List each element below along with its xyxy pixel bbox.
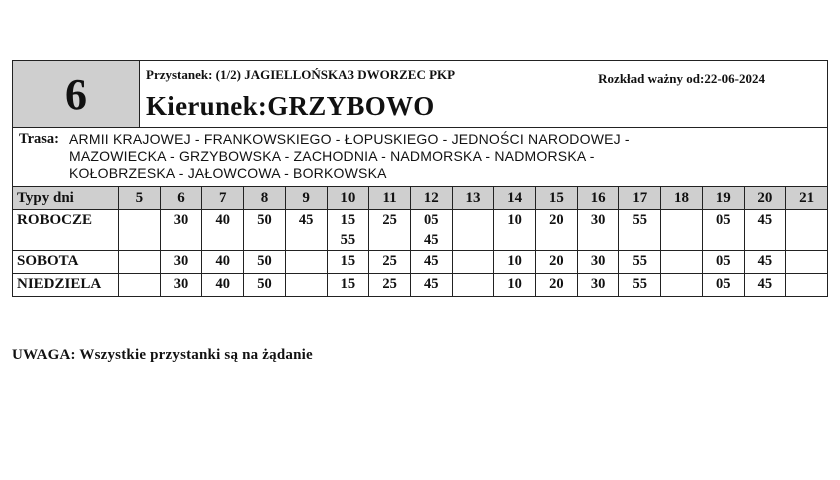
departure-cell [494, 210, 536, 251]
departure-minute: 05 [715, 212, 731, 228]
departure-cell [410, 274, 452, 297]
departure-cell [702, 274, 744, 297]
departure-minute: 40 [215, 253, 230, 269]
route-section [12, 127, 828, 186]
departure-cell [285, 274, 327, 297]
departure-cell [494, 274, 536, 297]
departure-minute: 20 [549, 212, 564, 228]
departure-minute: 45 [757, 276, 773, 292]
departure-cell [702, 251, 744, 274]
departure-cell [661, 210, 703, 251]
departure-cell [202, 274, 244, 297]
departure-cell [494, 251, 536, 274]
table-row [13, 251, 828, 274]
departure-cell [160, 274, 202, 297]
departure-minute: 55 [632, 212, 648, 228]
departure-cell [744, 210, 786, 251]
departure-cell [744, 274, 786, 297]
departure-minute: 25 [382, 253, 397, 269]
departure-minute: 15 [340, 212, 356, 228]
hour-header: 17 [619, 187, 661, 210]
departure-cell [202, 251, 244, 274]
departure-minute: 45 [757, 212, 773, 228]
departure-cell [536, 251, 578, 274]
departure-cell [285, 210, 327, 251]
hour-header: 21 [786, 187, 828, 210]
hour-header: 6 [160, 187, 202, 210]
departure-minute: 40 [215, 212, 230, 228]
hour-header: 7 [202, 187, 244, 210]
day-type-label: SOBOTA [13, 251, 119, 274]
departure-minute: 55 [340, 232, 356, 248]
direction-title: Kierunek:GRZYBOWO [146, 91, 435, 121]
departure-cell [744, 251, 786, 274]
departure-minute: 55 [632, 276, 648, 292]
departure-cell [244, 251, 286, 274]
departure-minute: 05 [715, 276, 731, 292]
departure-cell [536, 274, 578, 297]
departure-minute: 45 [424, 253, 439, 269]
line-number: 6 [13, 61, 140, 127]
departure-cell [244, 274, 286, 297]
departure-cell [619, 251, 661, 274]
departure-cell [285, 251, 327, 274]
departure-cell [619, 210, 661, 251]
departure-minute: 30 [590, 276, 606, 292]
table-row [13, 210, 828, 251]
hour-header: 12 [410, 187, 452, 210]
table-row [13, 274, 828, 297]
departure-cell [202, 210, 244, 251]
departure-cell [160, 251, 202, 274]
departure-cell [661, 251, 703, 274]
departure-cell [786, 210, 828, 251]
departure-minute: 30 [173, 253, 189, 269]
departure-minute: 10 [507, 276, 522, 292]
departure-minute: 15 [340, 253, 356, 269]
valid-from: Rozkład ważny od:22-06-2024 [598, 71, 765, 86]
departure-cell [452, 251, 494, 274]
departure-minute: 40 [215, 276, 230, 292]
departure-cell [327, 274, 369, 297]
route-stops [69, 131, 630, 182]
timetable-sheet [12, 60, 828, 297]
departure-cell [577, 251, 619, 274]
departure-cell [536, 210, 578, 251]
hour-header: 5 [119, 187, 161, 210]
departure-minute: 05 [715, 253, 731, 269]
route-line: ARMII KRAJOWEJ - FRANKOWSKIEGO - ŁOPUSKIEGO - JEDNOŚCI NARODOWEJ - [69, 131, 630, 147]
departure-minute: 50 [257, 276, 272, 292]
departure-minute: 55 [632, 253, 648, 269]
hour-header: 18 [661, 187, 703, 210]
hour-header: 10 [327, 187, 369, 210]
departure-minute: 45 [424, 232, 439, 248]
departure-cell [786, 251, 828, 274]
hour-header: 13 [452, 187, 494, 210]
departure-minute: 30 [173, 212, 189, 228]
departure-cell [119, 210, 161, 251]
route-label: Trasa: [19, 131, 60, 147]
hour-header: 9 [285, 187, 327, 210]
departure-cell [452, 274, 494, 297]
departure-cell [369, 274, 411, 297]
hour-header-row [13, 187, 828, 210]
route-line: KOŁOBRZESKA - JAŁOWCOWA - BORKOWSKA [69, 165, 387, 181]
departure-minute: 30 [590, 253, 606, 269]
hour-header: 20 [744, 187, 786, 210]
request-stop-note: UWAGA: Wszystkie przystanki są na żądanie [12, 347, 313, 363]
departure-cell [702, 210, 744, 251]
departure-cell [410, 251, 452, 274]
departure-minute: 10 [507, 253, 522, 269]
departure-cell [452, 210, 494, 251]
day-type-label: NIEDZIELA [13, 274, 119, 297]
departure-cell [369, 251, 411, 274]
hour-header: 11 [369, 187, 411, 210]
hour-header: 15 [536, 187, 578, 210]
departure-cell [160, 210, 202, 251]
route-line: MAZOWIECKA - GRZYBOWSKA - ZACHODNIA - NADMORSKA - NADMORSKA - [69, 148, 595, 164]
departure-cell [119, 274, 161, 297]
departure-minute: 10 [507, 212, 522, 228]
departure-minute: 45 [424, 276, 439, 292]
day-type-label: ROBOCZE [13, 210, 119, 251]
day-type-header: Typy dni [13, 187, 119, 210]
departure-cell [119, 251, 161, 274]
departure-cell [369, 210, 411, 251]
departure-cell [619, 274, 661, 297]
header-info [140, 61, 827, 127]
departure-minute: 45 [298, 212, 314, 228]
stop-name: Przystanek: (1/2) JAGIELLOŃSKA3 DWORZEC PKP [146, 67, 456, 82]
departure-minute: 25 [382, 276, 397, 292]
departure-cell [327, 251, 369, 274]
departure-minute: 45 [757, 253, 773, 269]
departure-minute: 20 [549, 253, 564, 269]
departure-cell [786, 274, 828, 297]
hour-header: 8 [244, 187, 286, 210]
hour-header: 14 [494, 187, 536, 210]
departure-cell [661, 274, 703, 297]
departure-minute: 05 [424, 212, 439, 228]
departure-minute: 15 [340, 276, 356, 292]
departure-cell [410, 210, 452, 251]
departure-minute: 20 [549, 276, 564, 292]
departure-minute: 25 [382, 212, 397, 228]
departure-cell [327, 210, 369, 251]
departure-cell [577, 210, 619, 251]
departure-table [12, 186, 828, 297]
departure-minute: 50 [257, 212, 272, 228]
departure-rows [13, 210, 828, 297]
departure-cell [244, 210, 286, 251]
hour-header: 19 [702, 187, 744, 210]
departure-minute: 30 [173, 276, 189, 292]
departure-minute: 30 [590, 212, 606, 228]
hour-header: 16 [577, 187, 619, 210]
departure-cell [577, 274, 619, 297]
departure-minute: 50 [257, 253, 272, 269]
timetable-header [12, 60, 828, 127]
